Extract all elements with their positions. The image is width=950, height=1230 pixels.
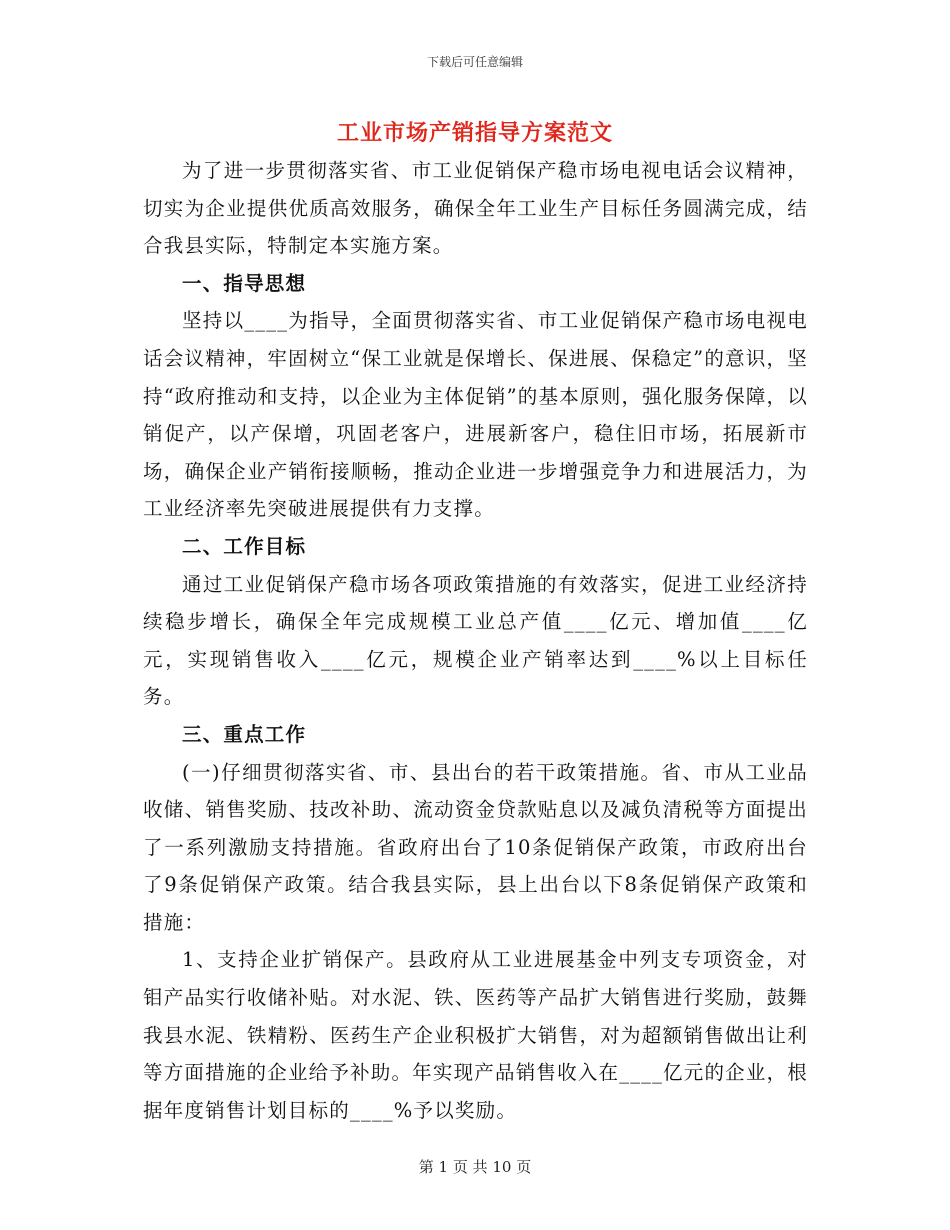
section-paragraph-work-goals: 通过工业促销保产稳市场各项政策措施的有效落实，促进工业经济持续稳步增长，确保全年完成规模工业总产值____亿元、增加值____亿元，实现销售收入____亿元，规模企业产销率达到____%以上目标任务。 xyxy=(143,572,808,709)
intro-paragraph: 为了进一步贯彻落实省、市工业促销保产稳市场电视电话会议精神，切实为企业提供优质高效服务，确保全年工业生产目标任务圆满完成，结合我县实际，特制定本实施方案。 xyxy=(143,159,808,258)
section-heading-work-goals: 二、工作目标 xyxy=(182,534,307,558)
header-note: 下载后可任意编辑 xyxy=(426,55,523,69)
section-paragraph-guiding-ideology: 坚持以____为指导，全面贯彻落实省、市工业促销保产稳市场电视电话会议精神，牢固树立“保工业就是保增长、保进展、保稳定”的意识，坚持“政府推动和支持，以企业为主体促销”的基本原则，强化服务保障，以销促产，以产保增，巩固老客户，进展新客户，稳住旧市场，拓展新市场，确保企业产销衔接顺畅，推动企业进一步增强竞争力和进展活力，为工业经济率先突破进展提供有力支撑。 xyxy=(143,309,808,521)
document-body xyxy=(143,152,808,1129)
section-paragraph-support-sales: 1、支持企业扩销保产。县政府从工业进展基金中列支专项资金，对钼产品实行收储补贴。对水泥、铁、医药等产品扩大销售进行奖励，鼓舞我县水泥、铁精粉、医药生产企业积极扩大销售，对为超额销售做出让利等方面措施的企业给予补助。年实现产品销售收入在____亿元的企业，根据年度销售计划目标的____%予以奖励。 xyxy=(143,948,808,1122)
page-number-footer: 第 1 页 共 10 页 xyxy=(418,1158,532,1176)
section-heading-key-work: 三、重点工作 xyxy=(182,722,307,746)
section-heading-guiding-ideology: 一、指导思想 xyxy=(182,271,307,295)
section-paragraph-policy-measures: (一)仔细贯彻落实省、市、县出台的若干政策措施。省、市从工业品收储、销售奖励、技改补助、流动资金贷款贴息以及减负清税等方面提出了一系列激励支持措施。省政府出台了10条促销保产政策，市政府出台了9条促销保产政策。结合我县实际，县上出台以下8条促销保产政策和措施： xyxy=(143,760,808,934)
document-title: 工业市场产销指导方案范文 xyxy=(336,120,613,146)
